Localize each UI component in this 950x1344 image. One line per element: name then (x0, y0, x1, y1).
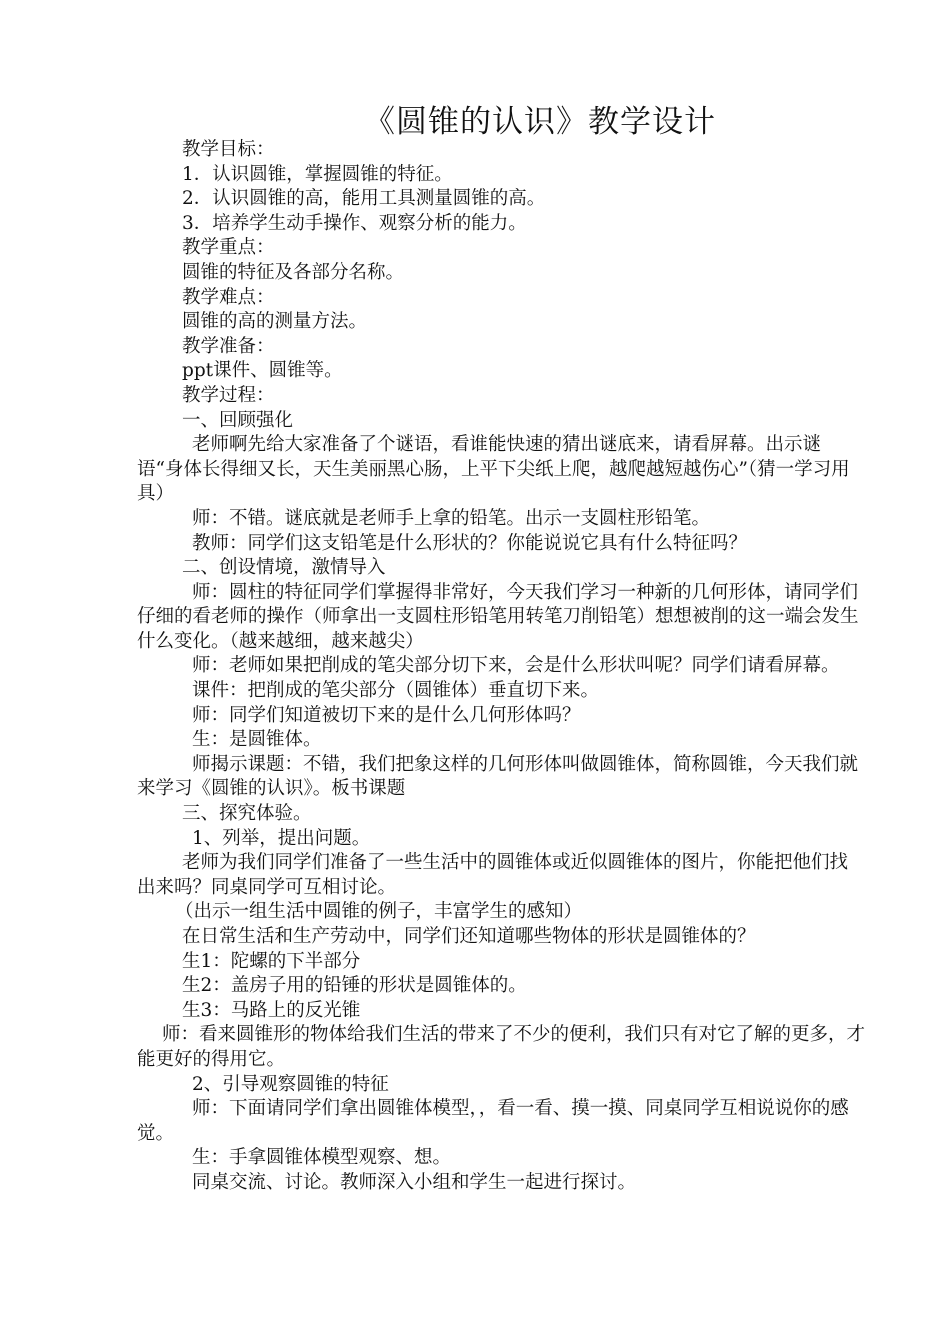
paragraph: 老师为我们同学们准备了一些生活中的圆锥体或近似圆锥体的图片，你能把他们找出来吗？同桌同学可互相讨论。 (137, 852, 849, 898)
key-points-text: 圆锥的特征及各部分名称。 (182, 261, 405, 283)
paragraph: 教师：同学们这支铅笔是什么形状的？你能说说它具有什么特征吗？ (192, 532, 748, 554)
paragraph: 师：下面请同学们拿出圆锥体模型，，看一看、摸一摸、同桌同学互相说说你的感觉。 (137, 1098, 849, 1144)
document-title: 《圆锥的认识》教学设计 (364, 104, 716, 140)
paragraph: 在日常生活和生产劳动中，同学们还知道哪些物体的形状是圆锥体的？ (182, 926, 756, 947)
paragraph: 生2：盖房子用的铅锤的形状是圆锥体的。 (182, 975, 527, 997)
goal-item: 3．培养学生动手操作、观察分析的能力。 (182, 212, 527, 234)
heading-preparation: 教学准备： (182, 335, 275, 357)
paragraph: 生：手拿圆锥体模型观察、想。 (192, 1147, 452, 1169)
paragraph: 老师啊先给大家准备了个谜语，看谁能快速的猜出谜底来，请看屏幕。出示谜语“身体长得细又长，天生美丽黑心肠，上平下尖纸上爬，越爬越短越伤心”（猜一学习用具） (137, 434, 850, 505)
paragraph: 师：圆柱的特征同学们掌握得非常好，今天我们学习一种新的几何形体，请同学们仔细的看老师的操作（师拿出一支圆柱形铅笔用转笔刀削铅笔）想想被削的这一端会发生什么变化。（越来越细，越来越尖） (137, 581, 859, 652)
paragraph: 课件：把削成的笔尖部分（圆锥体）垂直切下来。 (192, 680, 600, 702)
paragraph: 生：是圆锥体。 (192, 729, 322, 751)
paragraph: 师：老师如果把削成的笔尖部分切下来，会是什么形状叫呢？同学们请看屏幕。 (192, 655, 840, 677)
section-heading: 一、回顾强化 (182, 409, 294, 431)
document-body (137, 138, 865, 1196)
heading-process: 教学过程： (182, 384, 275, 406)
difficulties-text: 圆锥的高的测量方法。 (182, 311, 368, 333)
paragraph: 同桌交流、讨论。教师深入小组和学生一起进行探讨。 (192, 1171, 637, 1193)
subsection-heading: 2、引导观察圆锥的特征 (192, 1073, 389, 1095)
paragraph: （出示一组生活中圆锥的例子，丰富学生的感知） (175, 901, 583, 923)
heading-difficulties: 教学难点： (182, 286, 275, 308)
paragraph: 生3：马路上的反光锥 (182, 999, 361, 1021)
section-heading: 二、创设情境，激情导入 (182, 557, 386, 579)
paragraph: 生1：陀螺的下半部分 (182, 950, 361, 972)
section-heading: 三、探究体验。 (182, 803, 312, 825)
paragraph: 师揭示课题：不错，我们把象这样的几何形体叫做圆锥体，简称圆锥，今天我们就来学习《圆锥的认识》。板书课题 (137, 753, 859, 800)
heading-goals: 教学目标： (182, 139, 275, 160)
goal-item: 1．认识圆锥，掌握圆锥的特征。 (182, 163, 453, 185)
goal-item: 2．认识圆锥的高，能用工具测量圆锥的高。 (182, 188, 546, 210)
paragraph: 师：不错。谜底就是老师手上拿的铅笔。出示一支圆柱形铅笔。 (192, 507, 711, 529)
preparation-text: ppt课件、圆锥等。 (182, 360, 343, 382)
paragraph: 师：同学们知道被切下来的是什么几何形体吗？ (192, 704, 581, 726)
subsection-heading: 1、列举，提出问题。 (192, 827, 371, 849)
heading-key-points: 教学重点： (182, 237, 275, 259)
paragraph: 师：看来圆锥形的物体给我们生活的带来了不少的便利，我们只有对它了解的更多，才能更好的得用它。 (137, 1024, 866, 1070)
